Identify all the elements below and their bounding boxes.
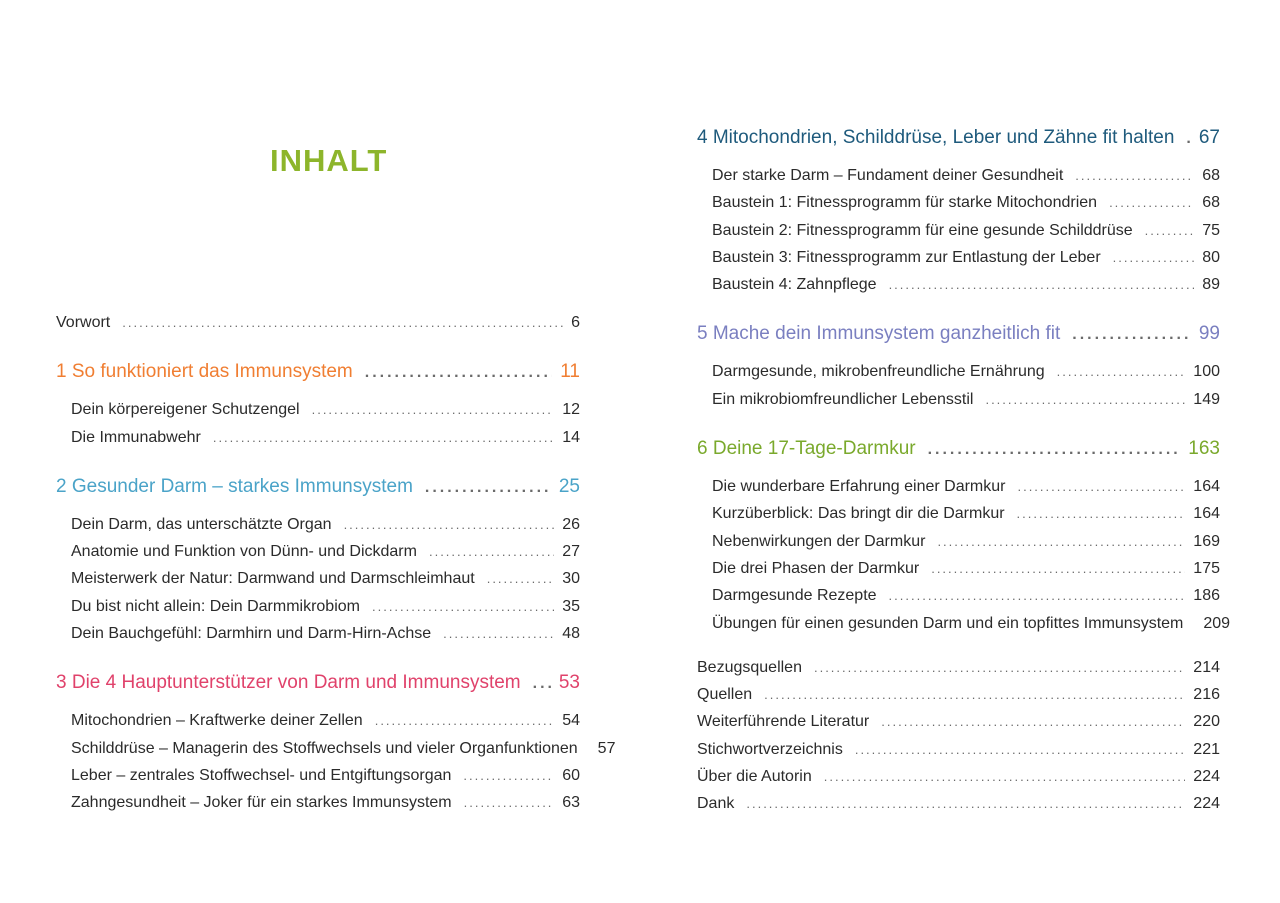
toc-page-number: 169 (1193, 532, 1220, 550)
toc-spacer (697, 642, 1220, 659)
toc-entry-title: Quellen (697, 686, 753, 704)
toc-entry-weiterfuehrende-literatur[interactable] (697, 713, 1220, 740)
toc-entry-title: Übungen für einen gesunden Darm und ein topfittes Immunsystem (712, 614, 1184, 632)
toc-page-number: 221 (1193, 740, 1220, 758)
toc-entry-title: Vorwort (56, 314, 111, 331)
toc-page-number: 57 (597, 739, 616, 757)
toc-entry-title: Baustein 3: Fitnessprogramm zur Entlastung der Leber (712, 248, 1101, 266)
toc-leader-dots (985, 392, 1185, 407)
toc-entry-title: Schilddrüse – Managerin des Stoffwechsels und vieler Organfunktionen (71, 739, 578, 757)
toc-leader-dots (1072, 326, 1191, 344)
toc-entry-title: Meisterwerk der Natur: Darmwand und Darmschleimhaut (71, 570, 475, 588)
toc-entry-bezugsquellen[interactable] (697, 659, 1220, 686)
toc-page-number: 214 (1193, 658, 1220, 676)
toc-entry-title: Die Immunabwehr (71, 428, 201, 446)
toc-subentry-ein-mikrobiomfreundlicher-lebensstil[interactable] (697, 391, 1220, 418)
toc-page-number: 164 (1193, 478, 1220, 496)
toc-leader-dots (213, 430, 554, 445)
toc-subentry-uebungen-fuer-einen-gesunden-darm-und-ei[interactable] (697, 614, 1231, 642)
toc-leader-dots (429, 544, 554, 559)
toc-page-number: 220 (1193, 713, 1220, 731)
toc-subentry-baustein-2-fitnessprogramm-fuer-eine-ges[interactable] (697, 222, 1220, 249)
toc-page-number: 164 (1193, 505, 1220, 523)
toc-subentry-leber-zentrales-stoffwechsel-und-entgift[interactable] (56, 767, 580, 794)
toc-subentry-schilddruese-managerin-des-stoffwechsels[interactable] (56, 739, 616, 767)
toc-spacer (697, 418, 1220, 438)
toc-subentry-die-wunderbare-erfahrung-einer-darmkur[interactable] (697, 478, 1220, 505)
toc-entry-title: Kurzüberblick: Das bringt dir die Darmkur (712, 505, 1005, 523)
toc-subentry-darmgesunde-rezepte[interactable] (697, 587, 1220, 614)
toc-spacer (56, 700, 580, 712)
toc-page-number: 35 (562, 597, 580, 615)
toc-subentry-baustein-3-fitnessprogramm-zur-entlastun[interactable] (697, 249, 1220, 276)
toc-leader-dots (1017, 506, 1186, 521)
toc-page-number: 53 (558, 672, 580, 694)
toc-subentry-die-immunabwehr[interactable] (56, 429, 580, 456)
toc-spacer (56, 456, 580, 476)
toc-entry-title: 3 Die 4 Hauptunterstützer von Darm und Immunsystem (56, 672, 521, 694)
toc-chapter-4-mitochondrien-schilddruese-leber-und-z[interactable] (697, 127, 1220, 155)
toc-entry-title: Die drei Phasen der Darmkur (712, 559, 920, 577)
toc-entry-title: 5 Mache dein Immunsystem ganzheitlich fit (697, 323, 1061, 345)
toc-leader-dots (463, 768, 554, 783)
toc-chapter-2-gesunder-darm-starkes-immunsystem[interactable] (56, 476, 580, 504)
toc-subentry-dein-koerpereigener-schutzengel[interactable] (56, 401, 580, 428)
toc-entry-title: Weiterführende Literatur (697, 713, 870, 731)
toc-entry-title: Dein Darm, das unterschätzte Organ (71, 515, 332, 533)
toc-leader-dots (1109, 195, 1194, 210)
toc-subentry-der-starke-darm-fundament-deiner-gesundh[interactable] (697, 167, 1220, 194)
toc-entry-ueber-die-autorin[interactable] (697, 768, 1220, 795)
toc-subentry-anatomie-und-funktion-von-duenn-und-dick[interactable] (56, 543, 580, 570)
toc-leader-dots (122, 315, 563, 330)
toc-page-number: 54 (562, 712, 580, 730)
toc-page-number: 48 (562, 625, 580, 643)
toc-entry-title: Dank (697, 795, 735, 813)
toc-entry-title: Der starke Darm – Fundament deiner Gesundheit (712, 167, 1064, 184)
toc-leader-dots (746, 796, 1185, 811)
toc-entry-title: 2 Gesunder Darm – starkes Immunsystem (56, 475, 413, 497)
toc-left-column (56, 314, 616, 822)
toc-page-number: 27 (562, 543, 580, 561)
toc-page-number: 149 (1193, 390, 1220, 408)
toc-page-number: 99 (1198, 323, 1220, 345)
toc-page-number: 60 (562, 766, 580, 784)
toc-subentry-die-drei-phasen-der-darmkur[interactable] (697, 560, 1220, 587)
toc-leader-dots (937, 534, 1185, 549)
toc-leader-dots (824, 769, 1186, 784)
toc-leader-dots (1113, 250, 1195, 265)
toc-page-number: 75 (1202, 221, 1220, 239)
page-title: INHALT (270, 143, 388, 178)
toc-leader-dots (372, 599, 554, 614)
toc-leader-dots (464, 795, 555, 810)
toc-leader-dots (1186, 130, 1190, 148)
toc-page-number: 163 (1188, 438, 1220, 460)
toc-chapter-1-so-funktioniert-das-immunsystem[interactable] (56, 361, 580, 389)
toc-entry-dank[interactable] (697, 795, 1220, 822)
toc-page-number: 67 (1198, 127, 1220, 148)
toc-entry-title: Die wunderbare Erfahrung einer Darmkur (712, 478, 1006, 496)
toc-leader-dots (764, 687, 1185, 702)
toc-leader-dots (881, 714, 1185, 729)
toc-leader-dots (1145, 223, 1195, 238)
toc-entry-vorwort[interactable] (56, 314, 580, 341)
toc-subentry-nebenwirkungen-der-darmkur[interactable] (697, 533, 1220, 560)
toc-entry-title: Dein Bauchgefühl: Darmhirn und Darm-Hirn-Achse (71, 625, 432, 643)
toc-spacer (56, 341, 580, 361)
toc-entry-title: Baustein 1: Fitnessprogramm für starke Mitochondrien (712, 194, 1098, 212)
toc-spacer (56, 504, 580, 516)
toc-page-number: 68 (1202, 194, 1220, 212)
toc-leader-dots (814, 660, 1185, 675)
toc-spacer (697, 155, 1220, 167)
toc-chapter-6-deine-17-tage-darmkur[interactable] (697, 438, 1220, 466)
toc-leader-dots (1075, 168, 1194, 183)
toc-page-number: 68 (1202, 167, 1220, 184)
toc-leader-dots (533, 675, 551, 693)
toc-spacer (697, 466, 1220, 478)
toc-subentry-meisterwerk-der-natur-darmwand-und-darms[interactable] (56, 570, 580, 597)
toc-entry-title: Leber – zentrales Stoffwechsel- und Entgiftungsorgan (71, 766, 452, 784)
toc-page-number: 224 (1193, 768, 1220, 786)
toc-right-column (697, 127, 1231, 823)
toc-page-number: 26 (562, 515, 580, 533)
toc-leader-dots (931, 561, 1185, 576)
toc-entry-title: 1 So funktioniert das Immunsystem (56, 361, 353, 383)
toc-leader-dots (487, 571, 555, 586)
toc-page-number: 6 (571, 314, 580, 331)
toc-entry-title: Darmgesunde, mikrobenfreundliche Ernährung (712, 363, 1045, 381)
toc-entry-title: Anatomie und Funktion von Dünn- und Dickdarm (71, 543, 417, 561)
toc-leader-dots (1057, 364, 1186, 379)
toc-page-number: 209 (1203, 614, 1231, 632)
toc-entry-title: Über die Autorin (697, 768, 812, 786)
toc-leader-dots (312, 402, 555, 417)
toc-leader-dots (443, 626, 554, 641)
toc-entry-title: Baustein 2: Fitnessprogramm für eine gesunde Schilddrüse (712, 221, 1133, 239)
toc-entry-title: Ein mikrobiomfreundlicher Lebensstil (712, 390, 974, 408)
toc-leader-dots (344, 517, 555, 532)
toc-page-number: 89 (1202, 276, 1220, 294)
toc-entry-title: Dein körpereigener Schutzengel (71, 401, 300, 419)
toc-entry-title: 4 Mitochondrien, Schilddrüse, Leber und Zähne fit halten (697, 127, 1175, 148)
toc-leader-dots (365, 364, 553, 382)
toc-entry-title: 6 Deine 17-Tage-Darmkur (697, 438, 916, 460)
toc-leader-dots (1017, 479, 1185, 494)
toc-page-number: 216 (1193, 686, 1220, 704)
toc-subentry-kurzueberblick-das-bringt-dir-die-darmku[interactable] (697, 505, 1220, 532)
toc-page-number: 224 (1193, 795, 1220, 813)
toc-page-number: 30 (562, 570, 580, 588)
toc-subentry-baustein-1-fitnessprogramm-fuer-starke-m[interactable] (697, 194, 1220, 221)
toc-leader-dots (928, 441, 1181, 459)
toc-subentry-mitochondrien-kraftwerke-deiner-zellen[interactable] (56, 712, 580, 739)
toc-page-number: 25 (558, 475, 580, 497)
toc-page-number: 11 (560, 361, 580, 383)
toc-page-number: 12 (562, 401, 580, 419)
toc-leader-dots (889, 588, 1186, 603)
toc-page-number: 80 (1202, 248, 1220, 266)
toc-page-number: 186 (1193, 587, 1220, 605)
toc-entry-title: Du bist nicht allein: Dein Darmmikrobiom (71, 597, 360, 615)
toc-chapter-3-die-4-hauptunterstuetzer-von-darm-und-[interactable] (56, 672, 580, 700)
toc-spacer (697, 303, 1220, 323)
toc-page-number: 14 (562, 428, 580, 446)
toc-entry-stichwortverzeichnis[interactable] (697, 741, 1220, 768)
toc-leader-dots (375, 713, 555, 728)
toc-page-number: 175 (1193, 559, 1220, 577)
toc-page-number: 100 (1193, 363, 1220, 381)
toc-entry-quellen[interactable] (697, 686, 1220, 713)
toc-spacer (56, 652, 580, 672)
toc-entry-title: Bezugsquellen (697, 658, 802, 676)
toc-entry-title: Zahngesundheit – Joker für ein starkes Immunsystem (71, 794, 452, 812)
toc-leader-dots (425, 479, 551, 497)
toc-leader-dots (889, 277, 1195, 292)
toc-entry-title: Darmgesunde Rezepte (712, 587, 877, 605)
toc-subentry-baustein-4-zahnpflege[interactable] (697, 276, 1220, 303)
toc-entry-title: Baustein 4: Zahnpflege (712, 276, 877, 294)
toc-entry-title: Stichwortverzeichnis (697, 740, 843, 758)
toc-chapter-5-mache-dein-immunsystem-ganzheitlich-fi[interactable] (697, 323, 1220, 351)
toc-spacer (697, 351, 1220, 363)
toc-spacer (56, 389, 580, 401)
toc-subentry-dein-bauchgefuehl-darmhirn-und-darm-hirn[interactable] (56, 625, 580, 652)
toc-entry-title: Mitochondrien – Kraftwerke deiner Zellen (71, 712, 363, 730)
toc-page-number: 63 (562, 794, 580, 812)
toc-subentry-zahngesundheit-joker-fuer-ein-starkes-im[interactable] (56, 794, 580, 821)
toc-subentry-dein-darm-das-unterschaetzte-organ[interactable] (56, 516, 580, 543)
toc-leader-dots (855, 742, 1185, 757)
toc-subentry-du-bist-nicht-allein-dein-darmmikrobiom[interactable] (56, 598, 580, 625)
toc-subentry-darmgesunde-mikrobenfreundliche-ernaehru[interactable] (697, 363, 1220, 390)
toc-entry-title: Nebenwirkungen der Darmkur (712, 532, 926, 550)
